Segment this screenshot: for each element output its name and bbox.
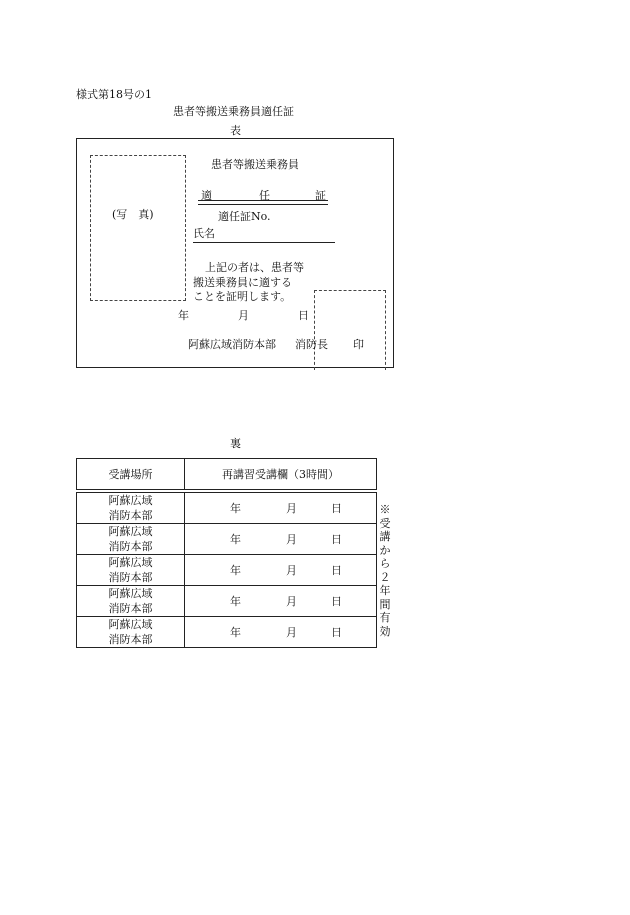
year-label: 年: [230, 532, 241, 546]
seal-box: [314, 290, 386, 370]
day-label: 日: [331, 563, 342, 577]
date-cell: [185, 493, 377, 524]
date-cell: [185, 524, 377, 555]
issue-date-year: 年: [178, 309, 189, 322]
year-label: 年: [230, 594, 241, 608]
month-label: 月: [286, 594, 297, 608]
issue-date-day: 日: [298, 309, 309, 322]
cert-number-label: 適任証No.: [218, 210, 271, 223]
place-line-1: 阿蘇広域: [108, 618, 153, 631]
header-place: 受講場所: [77, 459, 185, 490]
place-line-1: 阿蘇広域: [108, 494, 153, 507]
place-line-2: 消防本部: [108, 571, 153, 584]
year-label: 年: [230, 625, 241, 639]
month-label: 月: [286, 501, 297, 515]
place-line-2: 消防本部: [108, 540, 153, 553]
year-label: 年: [230, 501, 241, 515]
document-title: 患者等搬送乗務員適任証: [173, 105, 294, 118]
front-card: [76, 138, 394, 368]
place-cell: [77, 493, 185, 524]
issuer-name: 阿蘇広域消防本部: [188, 338, 276, 351]
front-side-label: 表: [230, 124, 241, 137]
year-label: 年: [230, 563, 241, 577]
table-row: [77, 493, 377, 524]
place-cell: [77, 617, 185, 648]
place-line-1: 阿蘇広域: [108, 587, 153, 600]
heading-double-underline: [198, 200, 328, 205]
table-header-row: [77, 459, 377, 490]
date-cell: [185, 586, 377, 617]
cert-char-3: 証: [315, 189, 326, 202]
month-label: 月: [286, 563, 297, 577]
statement-line-1: 上記の者は、患者等: [205, 261, 304, 274]
statement-line-2: 搬送乗務員に適する: [193, 276, 292, 289]
table-row: [77, 617, 377, 648]
place-cell: [77, 555, 185, 586]
place-line-1: 阿蘇広域: [108, 556, 153, 569]
month-label: 月: [286, 532, 297, 546]
header-retraining: 再講習受講欄（3時間）: [185, 459, 377, 490]
day-label: 日: [331, 625, 342, 639]
place-cell: [77, 586, 185, 617]
photo-label: (写 真): [112, 208, 154, 221]
validity-note: ※受講から２年間有効: [379, 503, 391, 638]
seal-mark: 印: [353, 338, 364, 351]
table-row: [77, 586, 377, 617]
day-label: 日: [331, 501, 342, 515]
cert-char-1: 適: [201, 189, 212, 202]
back-side-label: 裏: [230, 437, 241, 450]
chief-title: 消防長: [295, 338, 328, 351]
card-title: 患者等搬送乗務員: [211, 158, 299, 171]
cert-char-2: 任: [259, 189, 270, 202]
place-line-2: 消防本部: [108, 633, 153, 646]
place-line-2: 消防本部: [108, 602, 153, 615]
day-label: 日: [331, 594, 342, 608]
date-cell: [185, 555, 377, 586]
statement-line-3: ことを証明します。: [193, 290, 292, 303]
retraining-table: [76, 458, 377, 648]
place-line-2: 消防本部: [108, 509, 153, 522]
table-row: [77, 524, 377, 555]
name-field-line: [193, 242, 335, 243]
table-row: [77, 555, 377, 586]
name-label: 氏名: [193, 227, 215, 240]
photo-placeholder: [90, 155, 186, 301]
issue-date-month: 月: [238, 309, 249, 322]
date-cell: [185, 617, 377, 648]
place-line-1: 阿蘇広域: [108, 525, 153, 538]
month-label: 月: [286, 625, 297, 639]
form-number: 様式第18号の1: [76, 88, 152, 101]
place-cell: [77, 524, 185, 555]
day-label: 日: [331, 532, 342, 546]
